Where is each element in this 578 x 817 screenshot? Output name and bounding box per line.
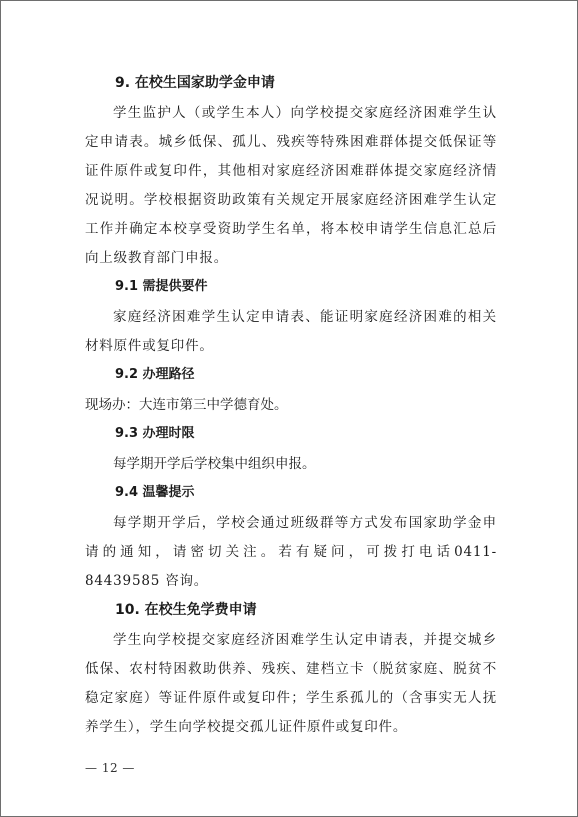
page-number: — 12 — xyxy=(85,761,135,775)
section-9-4-heading: 9.4 温馨提示 xyxy=(115,485,195,500)
section-9-heading: 9. 在校生国家助学金申请 xyxy=(115,75,275,91)
section-9-4-text: 每学期开学后，学校会通过班级群等方式发布国家助学金申请的通知，请密切关注。若有疑问，可拨打电话0411-84439585 咨询。 xyxy=(85,515,497,589)
section-9-intro: 学生监护人（或学生本人）向学校提交家庭经济困难学生认定申请表。城乡低保、孤儿、残疾等特殊困难群体提交低保证等证件原件或复印件，其他相对家庭经济困难群体提交家庭经济情况说明。学校根据资助政策有关规定开展家庭经济困难学生认定工作并确定本校享受资助学生名单，将本校申请学生信息汇总后向上级教育部门申报。 xyxy=(85,105,497,266)
section-10-intro: 学生向学校提交家庭经济困难学生认定申请表，并提交城乡低保、农村特困救助供养、残疾、建档立卡（脱贫家庭、脱贫不稳定家庭）等证件原件或复印件；学生系孤儿的（含事实无人抚养学生），学生向学校提交孤儿证件原件或复印件。 xyxy=(85,632,497,735)
page-content xyxy=(85,73,497,746)
section-9-3-heading: 9.3 办理时限 xyxy=(115,426,195,441)
section-9-1-text: 家庭经济困难学生认定申请表、能证明家庭经济困难的相关材料原件或复印件。 xyxy=(85,309,497,354)
section-9-1-heading: 9.1 需提供要件 xyxy=(115,279,208,294)
section-9-2-text: 现场办：大连市第三中学德育处。 xyxy=(85,397,288,413)
section-9-2-heading: 9.2 办理路径 xyxy=(115,367,195,382)
section-10-heading: 10. 在校生免学费申请 xyxy=(115,602,257,618)
section-9-3-text: 每学期开学后学校集中组织申报。 xyxy=(113,456,316,472)
